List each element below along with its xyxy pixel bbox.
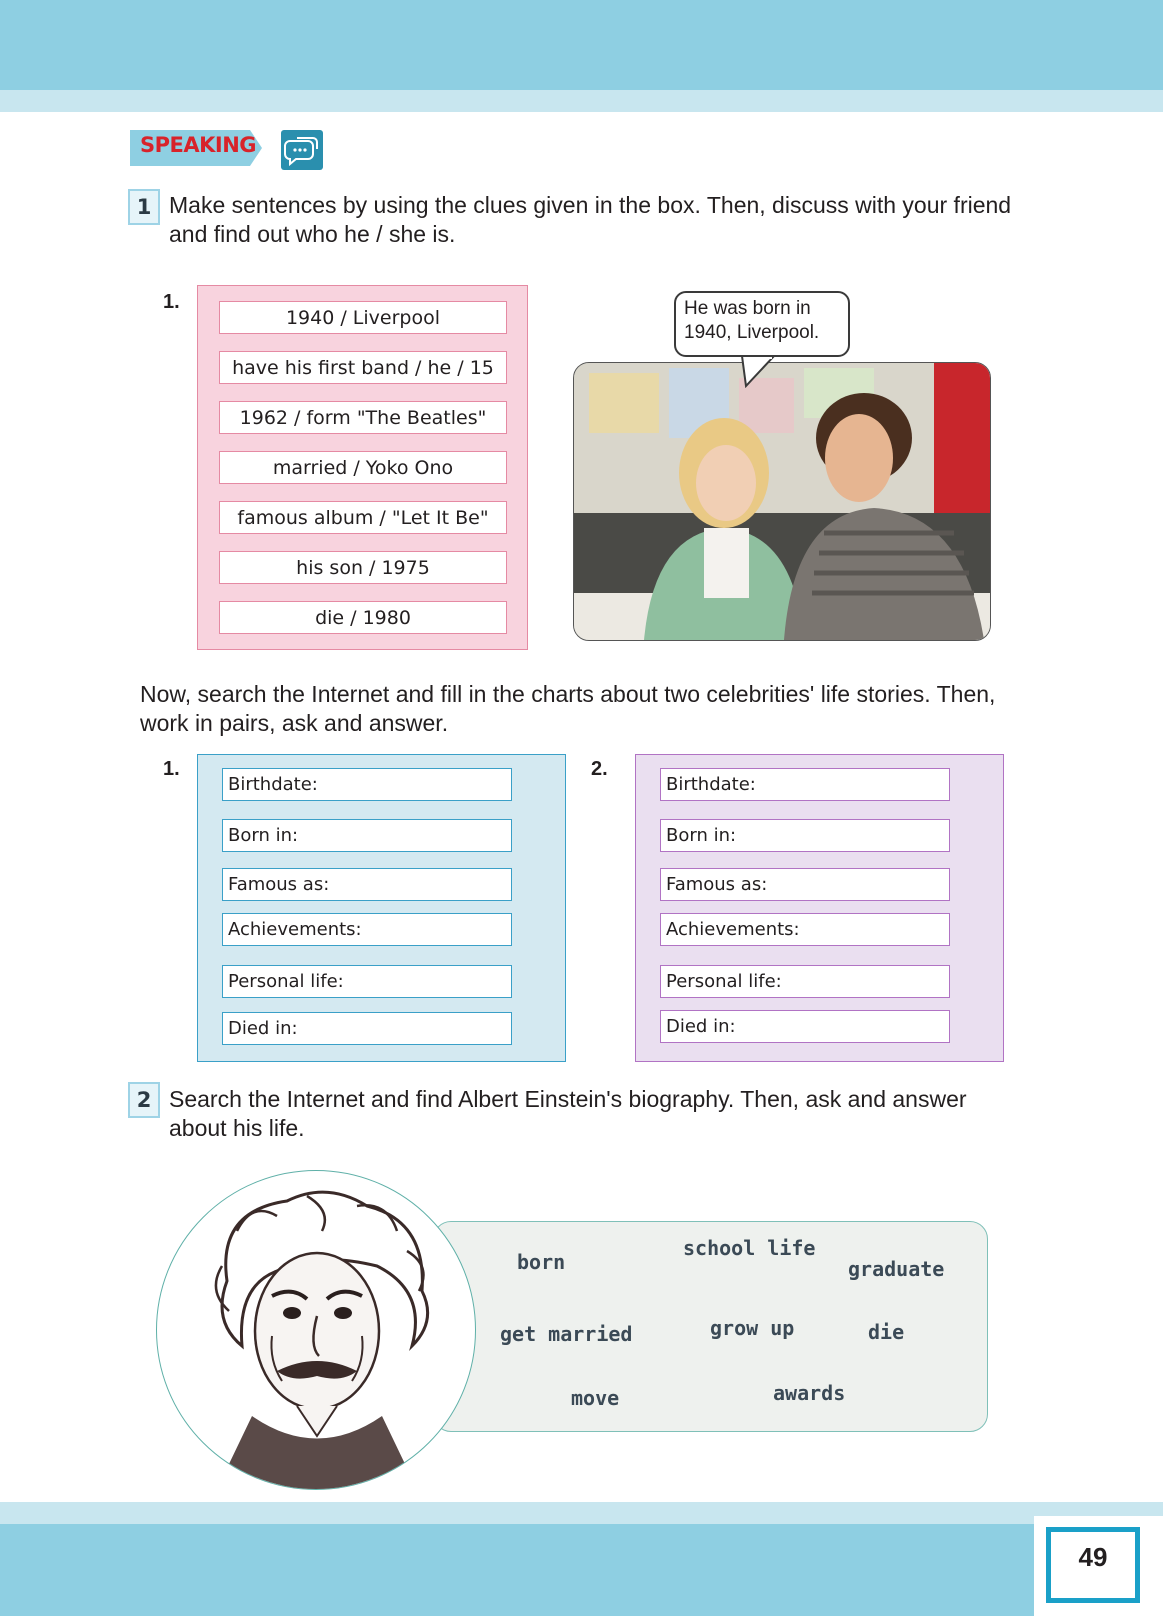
word-move: move (571, 1386, 620, 1410)
einstein-portrait (156, 1170, 476, 1490)
chart-2-personal-life-field[interactable]: Personal life: (660, 965, 950, 998)
speech-bubble: He was born in 1940, Liverpool. (674, 291, 850, 357)
chart-1-died-in-field[interactable]: Died in: (222, 1012, 512, 1045)
clue-item: his son / 1975 (219, 551, 507, 584)
chart-1-famous-as-field[interactable]: Famous as: (222, 868, 512, 901)
bottom-band (0, 1524, 1163, 1616)
clue-item: die / 1980 (219, 601, 507, 634)
clue-item: 1940 / Liverpool (219, 301, 507, 334)
section-tag: SPEAKING (140, 133, 257, 157)
exercise-number-2: 2 (128, 1082, 160, 1118)
chart-1-personal-life-field[interactable]: Personal life: (222, 965, 512, 998)
chart-1-label: 1. (163, 758, 180, 780)
word-born: born (517, 1250, 566, 1274)
word-die: die (868, 1320, 905, 1344)
clue-item: married / Yoko Ono (219, 451, 507, 484)
chart-1-born-in-field[interactable]: Born in: (222, 819, 512, 852)
chat-bubbles-icon (281, 130, 323, 170)
chart-1-birthdate-field[interactable]: Birthdate: (222, 768, 512, 801)
page-number: 49 (1046, 1527, 1140, 1603)
chart-2-famous-as-field[interactable]: Famous as: (660, 868, 950, 901)
charts-instruction: Now, search the Internet and fill in the charts about two celebrities' life stories. Then, work in pairs, ask and answer. (140, 681, 996, 736)
students-photo (573, 362, 991, 641)
exercise-number-1: 1 (128, 189, 160, 225)
bottom-band-light (0, 1502, 1163, 1524)
chart-2-label: 2. (591, 758, 608, 780)
top-band (0, 0, 1163, 90)
word-grow-up: grow up (710, 1316, 795, 1340)
clue-item: 1962 / form "The Beatles" (219, 401, 507, 434)
word-get-married: get married (500, 1322, 633, 1346)
chart-2-birthdate-field[interactable]: Birthdate: (660, 768, 950, 801)
word-school-life: school life (683, 1236, 816, 1260)
chart-2-died-in-field[interactable]: Died in: (660, 1010, 950, 1043)
chart-2-achievements-field[interactable]: Achievements: (660, 913, 950, 946)
top-band-light (0, 90, 1163, 112)
chart-2-born-in-field[interactable]: Born in: (660, 819, 950, 852)
word-awards: awards (773, 1381, 846, 1405)
clue-item: famous album / "Let It Be" (219, 501, 507, 534)
speech-bubble-tail (738, 354, 778, 388)
clue-box-label: 1. (163, 291, 180, 313)
exercise-1-instruction: Make sentences by using the clues given in the box. Then, discuss with your friend and find out who he / she is. (169, 192, 1012, 247)
word-graduate: graduate (848, 1257, 945, 1281)
exercise-2-instruction: Search the Internet and find Albert Einstein's biography. Then, ask and answer about his life. (169, 1086, 967, 1141)
clue-item: have his first band / he / 15 (219, 351, 507, 384)
chart-1-achievements-field[interactable]: Achievements: (222, 913, 512, 946)
